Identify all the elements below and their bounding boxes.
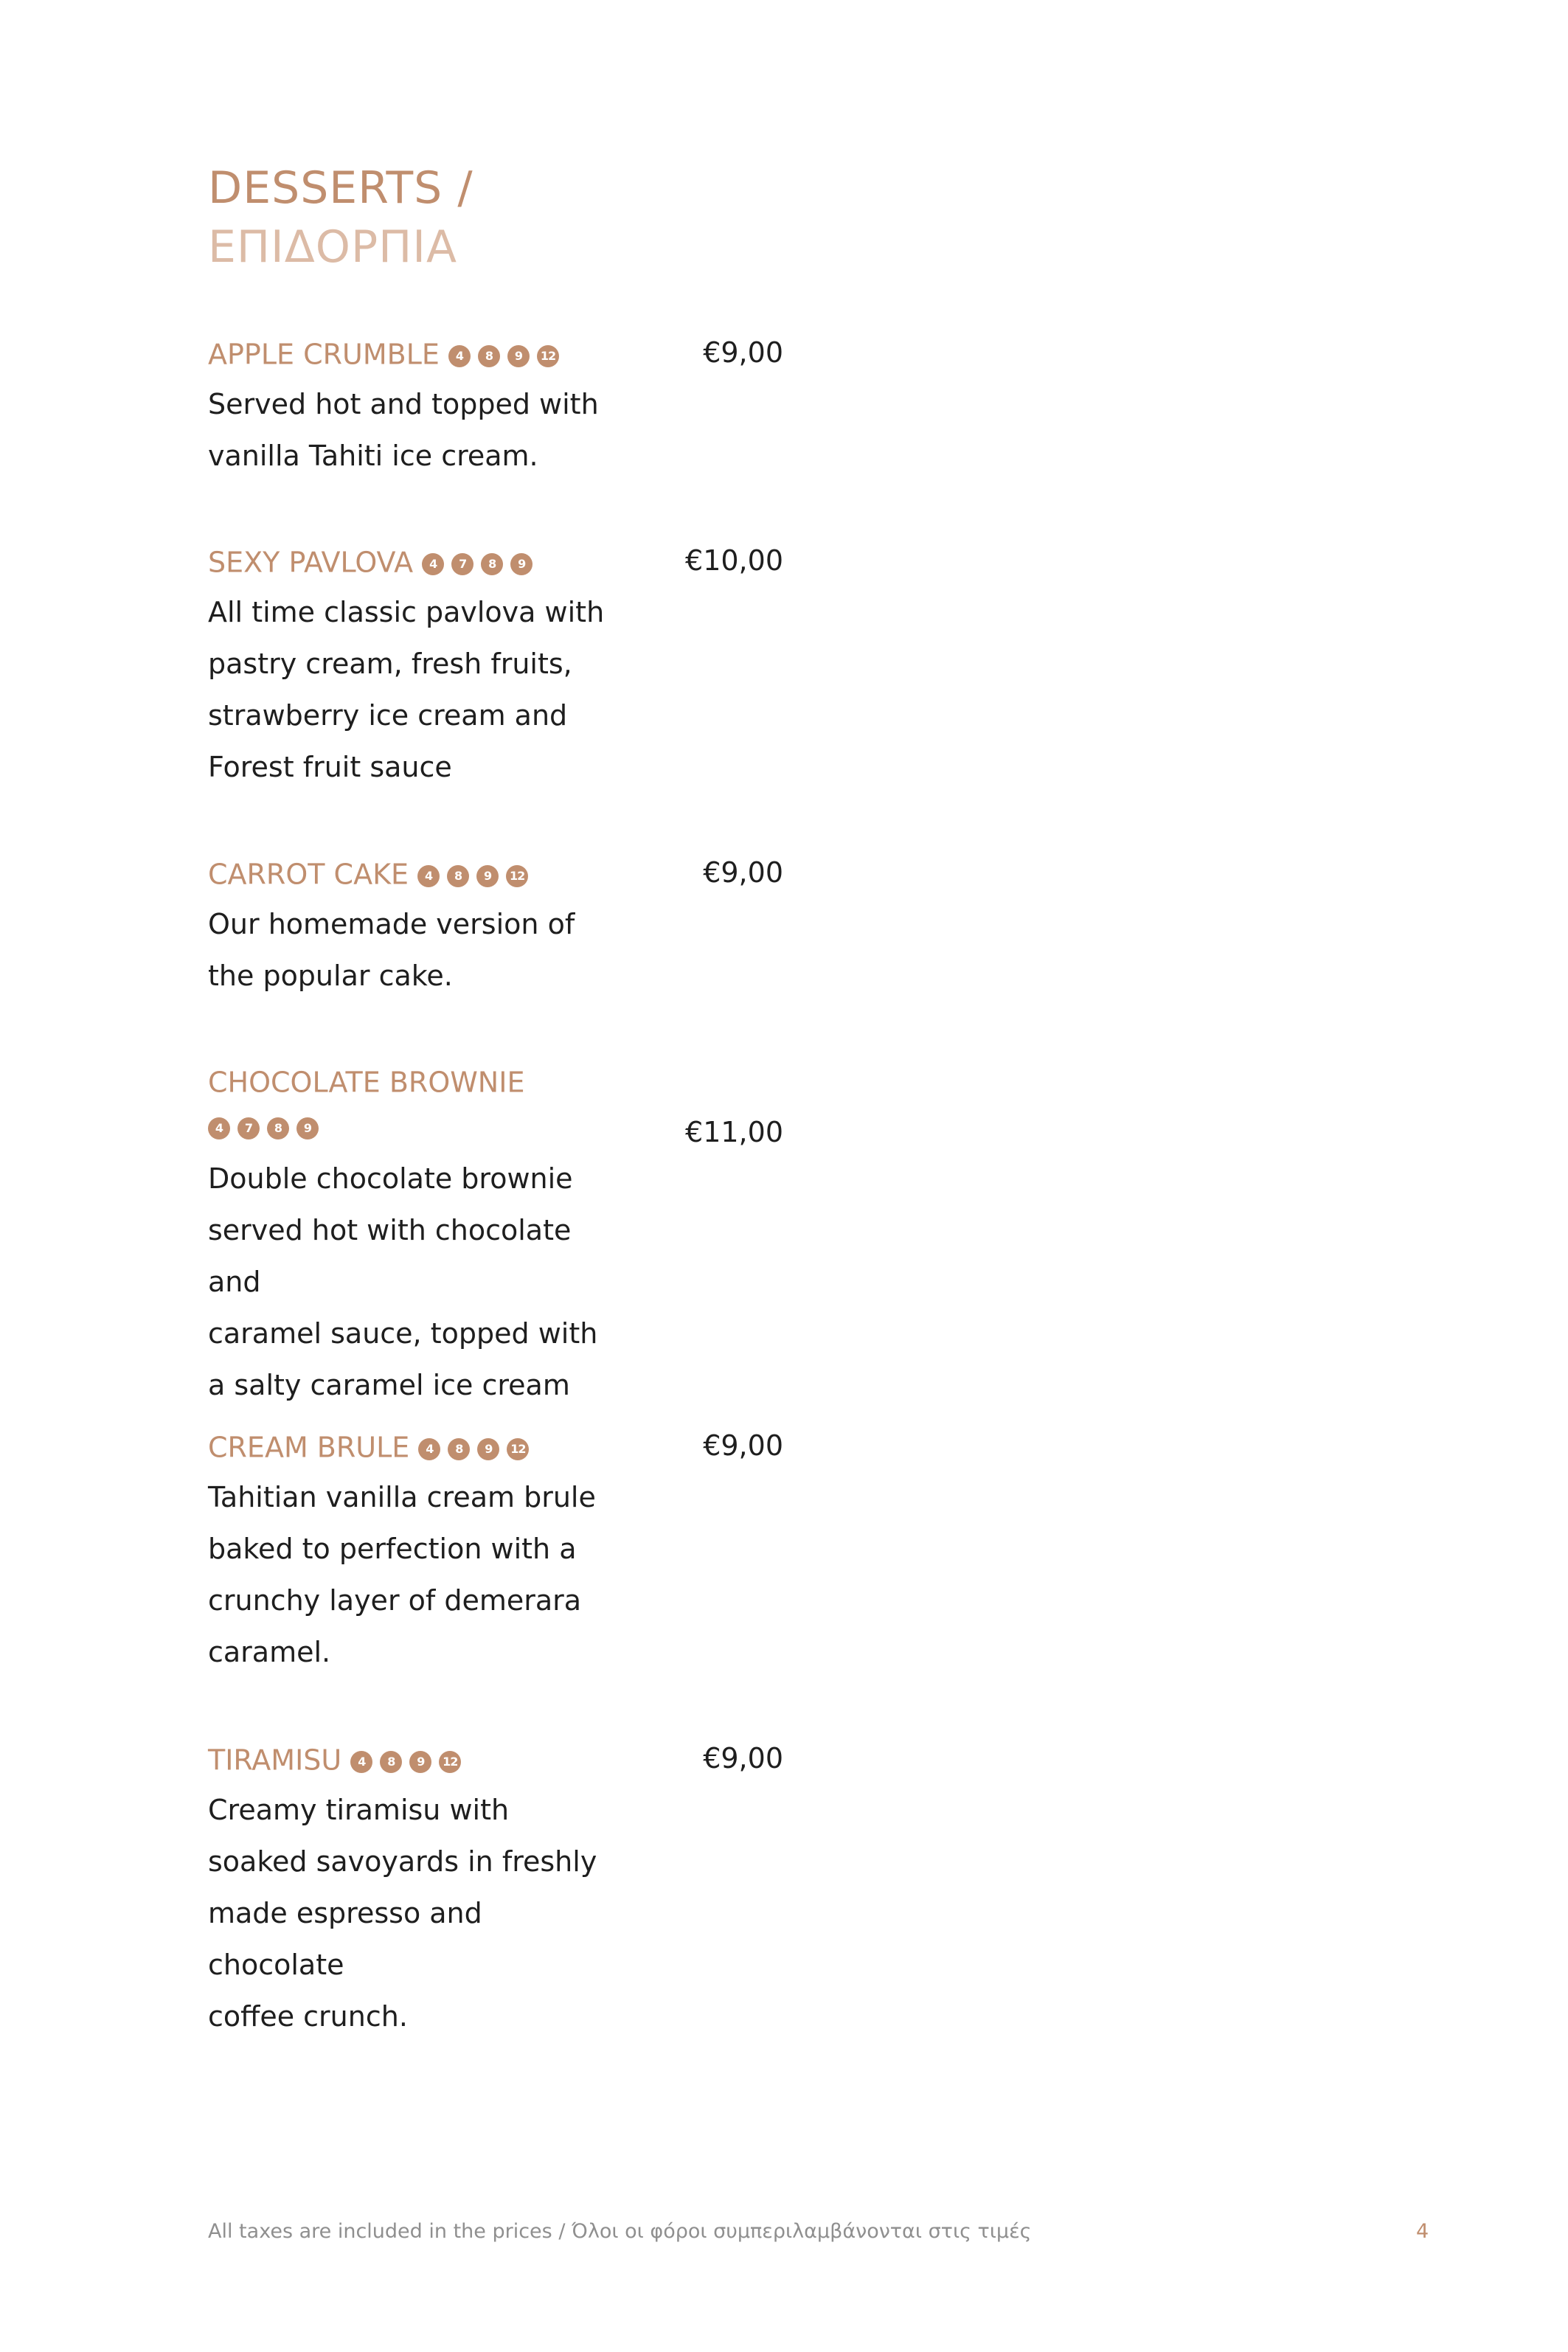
item-price: €9,00: [703, 336, 783, 369]
menu-item-cream-brule: [208, 1427, 783, 1678]
tax-note: All taxes are included in the prices / Όλοι οι φόροι συμπεριλαμβάνονται στις τιμές: [208, 2220, 1032, 2243]
allergen-badge: 4: [418, 1438, 440, 1460]
allergen-badge: 12: [507, 1438, 529, 1460]
item-name: CHOCOLATE BROWNIE: [208, 1066, 525, 1099]
title-greek: ΕΠΙΔΟΡΠΙΑ: [208, 221, 458, 273]
item-name: APPLE CRUMBLE: [208, 338, 440, 371]
allergen-badge: 4: [417, 865, 440, 887]
description-line: All time classic pavlova with: [208, 596, 605, 628]
allergen-badge: 9: [409, 1751, 431, 1773]
description-line: Double chocolate brownie: [208, 1162, 573, 1195]
allergen-badges: [417, 856, 535, 893]
item-price: €9,00: [703, 1742, 783, 1775]
menu-item-sexy-pavlova: [208, 542, 783, 793]
item-description: [208, 586, 621, 793]
allergen-badge: 9: [476, 865, 499, 887]
allergen-badge: 9: [507, 345, 530, 367]
allergen-badge: 8: [448, 1438, 470, 1460]
item-description: [208, 1153, 621, 1411]
allergen-badge: 4: [422, 553, 444, 575]
description-line: strawberry ice cream and: [208, 699, 568, 732]
menu-item-tiramisu: [208, 1740, 783, 2042]
allergen-badge: 8: [267, 1117, 289, 1139]
item-description: [208, 378, 621, 482]
description-line: caramel sauce, topped with: [208, 1317, 598, 1350]
allergen-badge: 9: [477, 1438, 499, 1460]
item-name: CREAM BRULE: [208, 1431, 410, 1464]
allergen-badge: 4: [208, 1117, 230, 1139]
description-line: Tahitian vanilla cream brule: [208, 1481, 596, 1513]
menu-item-apple-crumble: [208, 334, 783, 482]
allergen-badge: 9: [296, 1117, 319, 1139]
description-line: served hot with chocolate and: [208, 1213, 572, 1298]
description-line: pastry cream, fresh fruits,: [208, 648, 572, 680]
description-line: vanilla Tahiti ice cream.: [208, 440, 538, 472]
item-name: TIRAMISU: [208, 1744, 342, 1777]
description-line: the popular cake.: [208, 960, 453, 992]
item-price: €11,00: [685, 1116, 783, 1148]
description-line: a salty caramel ice cream: [208, 1368, 570, 1401]
item-description: [208, 1784, 621, 2042]
allergen-badge: 9: [510, 553, 533, 575]
description-line: caramel.: [208, 1636, 331, 1668]
page-number: 4: [1416, 2220, 1429, 2243]
item-description: [208, 1471, 621, 1678]
allergen-badge: 7: [237, 1117, 260, 1139]
item-name: SEXY PAVLOVA: [208, 546, 414, 579]
allergen-badge: 8: [481, 553, 503, 575]
allergen-badge: 12: [537, 345, 559, 367]
allergen-badges: [350, 1742, 468, 1779]
item-name: CARROT CAKE: [208, 858, 409, 891]
allergen-badges: [448, 336, 566, 373]
description-line: coffee crunch.: [208, 2000, 408, 2033]
item-price: €9,00: [703, 856, 783, 889]
description-line: Our homemade version of: [208, 908, 575, 940]
menu-item-carrot-cake: [208, 854, 783, 1002]
menu-item-chocolate-brownie: [208, 1062, 783, 1411]
description-line: baked to perfection with a: [208, 1533, 577, 1565]
allergen-badge: 8: [380, 1751, 402, 1773]
allergen-badges: [418, 1429, 536, 1466]
item-price: €10,00: [685, 544, 783, 577]
allergen-badges: [422, 544, 540, 581]
allergen-badge: 4: [448, 345, 471, 367]
description-line: made espresso and chocolate: [208, 1897, 482, 1981]
item-price: €9,00: [703, 1429, 783, 1462]
description-line: soaked savoyards in freshly: [208, 1845, 597, 1878]
allergen-badge: 12: [439, 1751, 461, 1773]
allergen-badge: 4: [350, 1751, 372, 1773]
description-line: Creamy tiramisu with: [208, 1794, 510, 1826]
description-line: crunchy layer of demerara: [208, 1584, 582, 1617]
description-line: Served hot and topped with: [208, 388, 599, 420]
page-title: [208, 159, 473, 277]
title-english: DESSERTS /: [208, 162, 473, 214]
description-line: Forest fruit sauce: [208, 751, 452, 783]
allergen-badge: 12: [506, 865, 528, 887]
item-description: [208, 898, 621, 1002]
allergen-badge: 7: [451, 553, 473, 575]
allergen-badge: 8: [447, 865, 469, 887]
allergen-badge: 8: [478, 345, 500, 367]
